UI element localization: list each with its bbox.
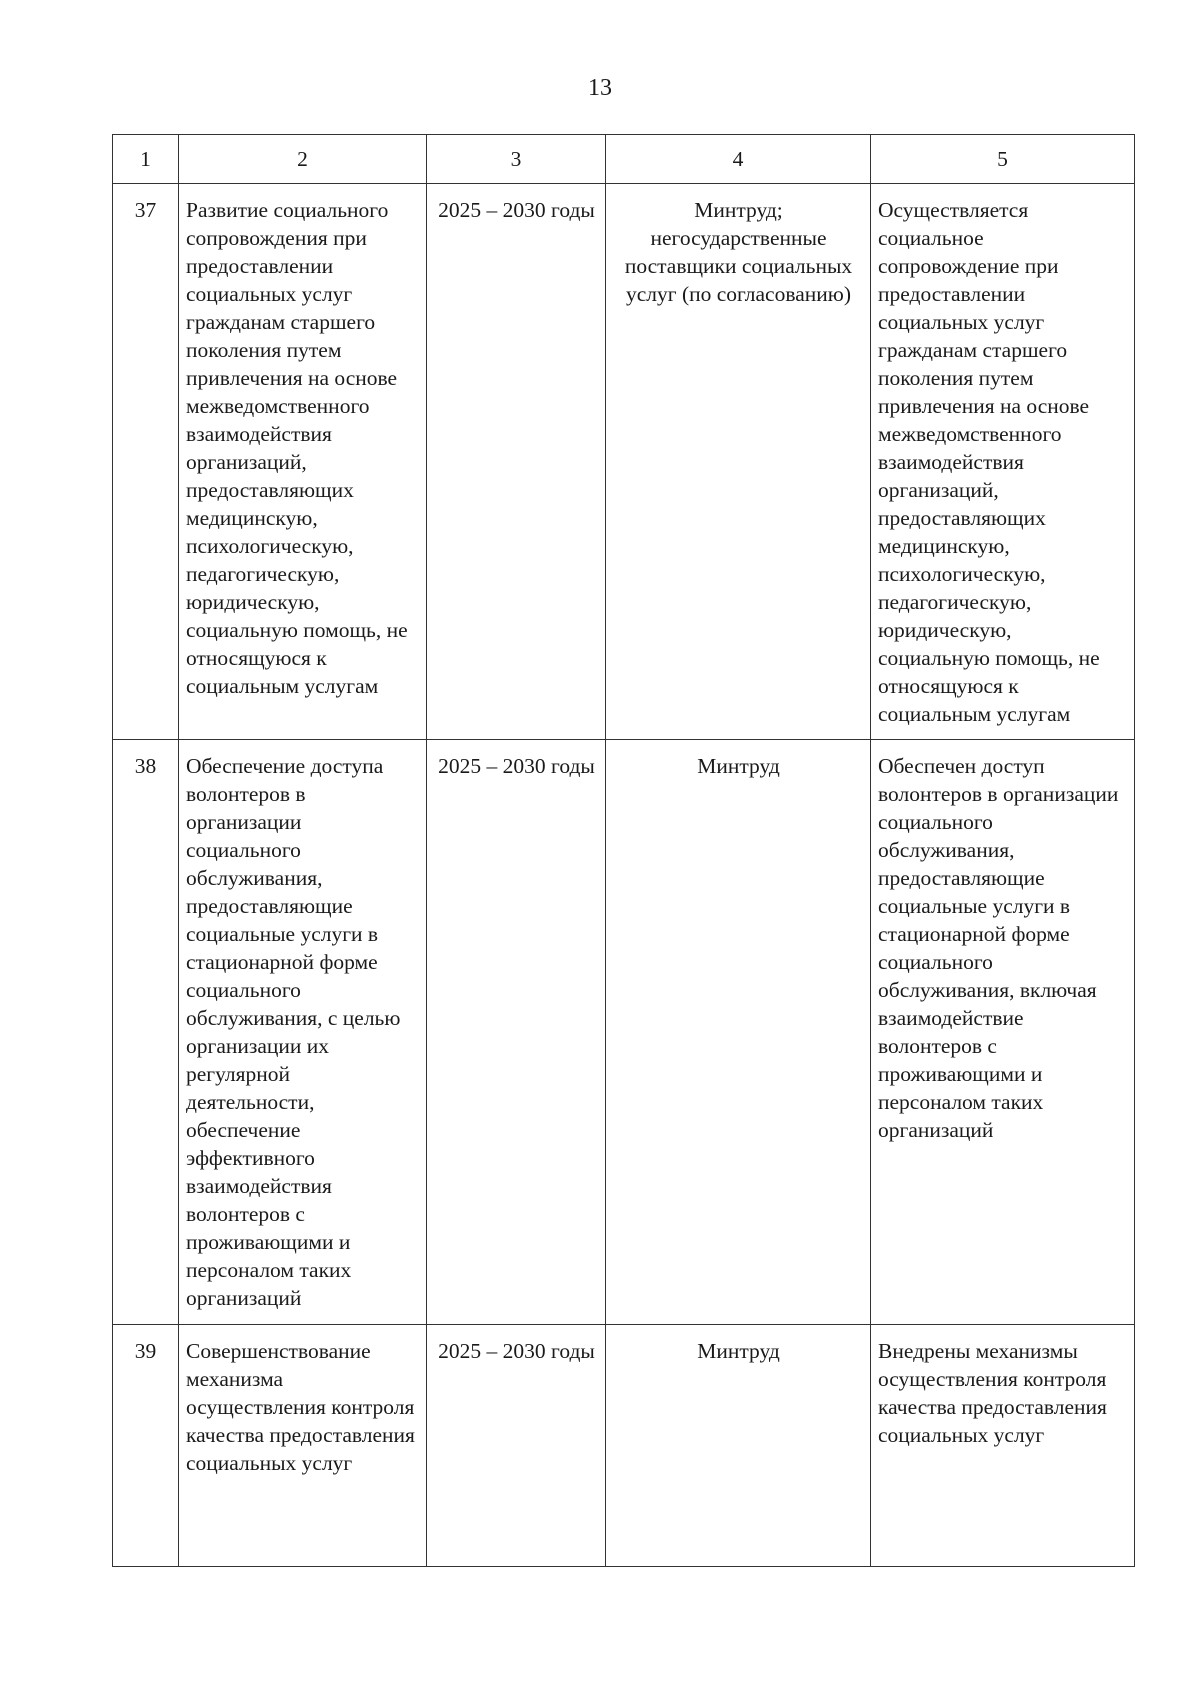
table-header-row [113,135,1135,184]
measure-cell [179,740,427,1325]
executor-cell [606,740,871,1325]
executor-text: Минтруд [697,754,780,778]
action-plan-table [112,134,1135,1567]
result-cell [871,1325,1135,1567]
result-cell [871,184,1135,740]
row-number: 38 [134,754,157,778]
table-row [113,1325,1135,1567]
executor-text: Минтруд; негосударственные поставщики социальных услуг (по согласованию) [624,198,853,306]
table-row [113,740,1135,1325]
page-number: 13 [588,75,612,101]
measure-text: Совершенствование механизма осуществления контроля качества предоставления социальных услуг [186,1339,415,1475]
executor-cell [606,1325,871,1567]
row-number-cell [113,1325,179,1567]
term-text: 2025 – 2030 годы [438,198,595,222]
result-cell [871,740,1135,1325]
term-cell [427,740,606,1325]
result-text: Внедрены механизмы осуществления контроля качества предоставления социальных услуг [878,1339,1107,1447]
table-row [113,184,1135,740]
column-header-3: 3 [427,135,606,184]
row-number: 39 [134,1339,157,1363]
result-text: Обеспечен доступ волонтеров в организации социального обслуживания, предоставляющие социальные услуги в стационарной форме социального обслуживания, включая взаимодействие волонтеров с проживающими и персоналом таких организаций [878,754,1119,1142]
column-header-1: 1 [113,135,179,184]
column-header-5: 5 [871,135,1135,184]
measure-text: Обеспечение доступа волонтеров в организации социального обслуживания, предоставляющие социальные услуги в стационарной форме социального обслуживания, с целью организации их регулярной деятельности, обеспечение эффективного взаимодействия волонтеров с проживающими и персоналом таких организаций [186,754,401,1310]
measure-cell [179,184,427,740]
term-text: 2025 – 2030 годы [438,754,595,778]
term-text: 2025 – 2030 годы [438,1339,595,1363]
column-header-2: 2 [179,135,427,184]
measure-text: Развитие социального сопровождения при предоставлении социальных услуг гражданам старшего поколения путем привлечения на основе межведомственного взаимодействия организаций, предоставляющих медицинскую, психологическую, педагогическую, юридическую, социальную помощь, не относящуюся к социальным услугам [186,198,408,698]
row-number-cell [113,740,179,1325]
measure-cell [179,1325,427,1567]
row-number: 37 [134,198,157,222]
term-cell [427,184,606,740]
row-number-cell [113,184,179,740]
executor-cell [606,184,871,740]
column-header-4: 4 [606,135,871,184]
executor-text: Минтруд [697,1339,780,1363]
term-cell [427,1325,606,1567]
result-text: Осуществляется социальное сопровождение при предоставлении социальных услуг гражданам старшего поколения путем привлечения на основе межведомственного взаимодействия организаций, предоставляющих медицинскую, психологическую, педагогическую, юридическую, социальную помощь, не относящуюся к социальным услугам [878,198,1100,726]
